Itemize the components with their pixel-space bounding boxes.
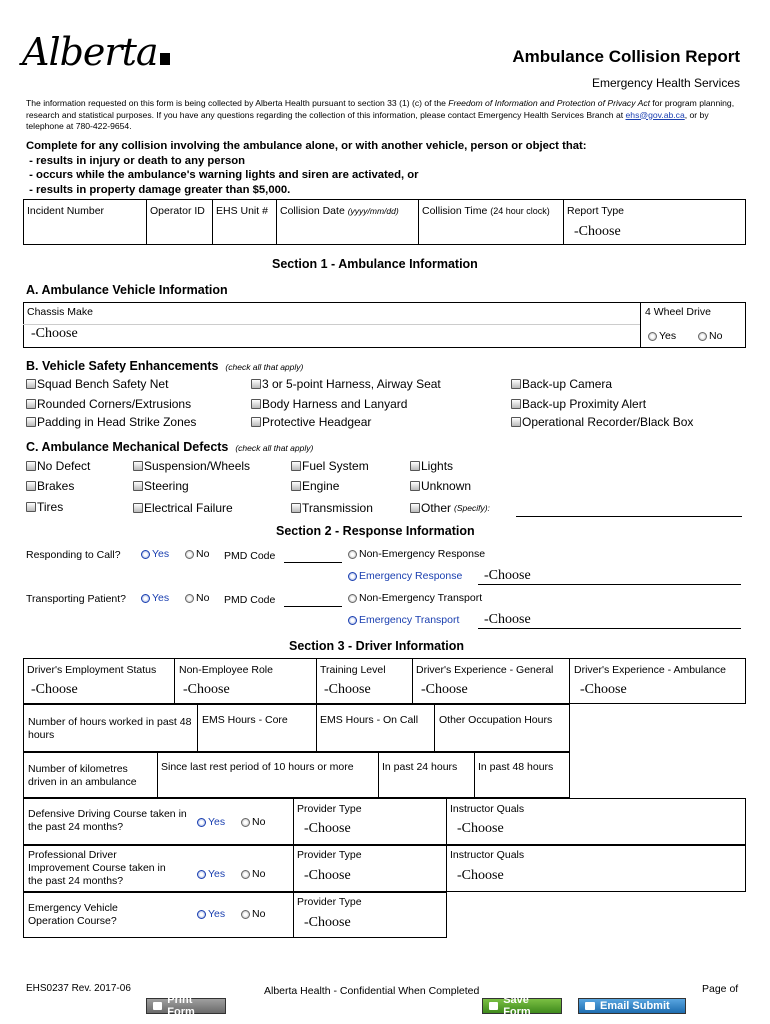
divider <box>157 752 158 798</box>
intro-part-2: for program planning, research and statistical purposes. If you have any questions regarding the collection of this information, please contact Emergency Health Services Branch at <box>26 98 735 120</box>
divider <box>640 302 641 348</box>
safety-checkbox[interactable] <box>251 415 371 429</box>
radio-icon <box>197 818 206 827</box>
radio-icon <box>648 332 657 341</box>
checkbox-label: Engine <box>302 479 340 493</box>
evoc-label: Emergency Vehicle Operation Course? <box>28 902 118 927</box>
defensive-instructor-select[interactable]: -Choose <box>457 821 504 836</box>
checkbox-label: Back-up Camera <box>522 377 613 391</box>
radio-icon <box>698 332 707 341</box>
checkbox-icon <box>26 399 36 409</box>
radio-label: Yes <box>208 868 226 880</box>
section2-title: Section 2 - Response Information <box>276 524 475 538</box>
safety-checkbox[interactable] <box>511 397 646 411</box>
radio-icon <box>241 910 250 919</box>
intro-email-link[interactable]: ehs@gov.ab.ca <box>625 109 685 120</box>
checkbox-label: Brakes <box>37 479 75 493</box>
checkbox-icon <box>291 481 301 491</box>
confidential-note: Alberta Health - Confidential When Completed <box>264 985 480 997</box>
intro-act: Freedom of Information and Protection of Privacy Act <box>448 98 651 108</box>
radio-icon <box>197 910 206 919</box>
radio-icon <box>185 550 194 559</box>
envelope-icon <box>585 1002 595 1010</box>
checkbox-label: Steering <box>144 479 189 493</box>
intro-text <box>26 98 744 133</box>
four-wd-label: 4 Wheel Drive <box>645 306 711 318</box>
checkbox-icon <box>26 417 36 427</box>
evoc-yes-radio[interactable] <box>197 908 225 920</box>
other-occupation-field[interactable]: Other Occupation Hours <box>439 714 553 726</box>
radio-icon <box>348 572 357 581</box>
provider-type-label: Provider Type <box>297 896 362 908</box>
safety-checkbox[interactable] <box>26 415 196 429</box>
other-specify-input[interactable] <box>516 505 742 517</box>
divider <box>293 892 294 938</box>
checkbox-label: Back-up Proximity Alert <box>522 397 647 411</box>
checkbox-label: Suspension/Wheels <box>144 459 251 473</box>
checkbox-label: Operational Recorder/Black Box <box>522 415 694 429</box>
defect-checkbox[interactable] <box>410 479 471 493</box>
exp-general-select[interactable]: -Choose <box>421 682 468 697</box>
checkbox-icon <box>291 503 301 513</box>
radio-label: Yes <box>208 908 226 920</box>
checkbox-icon <box>410 461 420 471</box>
radio-icon <box>141 594 150 603</box>
checkbox-label: Body Harness and Lanyard <box>262 397 408 411</box>
incident-number-field[interactable]: Incident Number <box>27 205 105 217</box>
emergency-response-radio[interactable] <box>348 570 462 582</box>
defensive-yes-radio[interactable] <box>197 816 225 828</box>
section-b-hint: (check all that apply) <box>225 362 304 372</box>
divider <box>446 798 447 845</box>
radio-icon <box>241 818 250 827</box>
chassis-make-label: Chassis Make <box>27 306 93 318</box>
professional-label: Professional Driver Improvement Course taken in the past 24 months? <box>28 849 166 887</box>
transporting-label: Transporting Patient? <box>26 593 127 605</box>
section-c-label: C. Ambulance Mechanical Defects <box>26 440 229 454</box>
radio-label: Yes <box>659 330 677 342</box>
notice-line: - occurs while the ambulance's warning lights and siren are activated, or <box>26 169 419 181</box>
checkbox-icon <box>133 481 143 491</box>
professional-no-radio[interactable] <box>241 868 265 880</box>
vehicle-info-box <box>23 302 746 348</box>
collision-time-hint: (24 hour clock) <box>490 206 550 216</box>
checkbox-label: Tires <box>37 500 64 514</box>
radio-label: No <box>196 592 210 604</box>
email-submit-button[interactable] <box>578 998 686 1014</box>
evoc-no-radio[interactable] <box>241 908 265 920</box>
safety-checkbox[interactable] <box>251 377 441 391</box>
radio-icon <box>348 594 357 603</box>
checkbox-label: Rounded Corners/Extrusions <box>37 397 192 411</box>
divider <box>412 658 413 704</box>
transporting-no-radio[interactable] <box>185 592 209 604</box>
defect-checkbox[interactable] <box>26 479 74 493</box>
checkbox-icon <box>251 417 261 427</box>
pmd-code-label: PMD Code <box>224 594 276 606</box>
section-b-title <box>26 359 303 373</box>
radio-label: Yes <box>152 592 170 604</box>
checkbox-label: Padding in Head Strike Zones <box>37 415 197 429</box>
checkbox-label: Squad Bench Safety Net <box>37 377 169 391</box>
divider <box>23 324 640 325</box>
logo-flag-icon <box>160 53 170 65</box>
exp-ambulance-select[interactable]: -Choose <box>580 682 627 697</box>
training-level-select[interactable]: -Choose <box>324 682 371 697</box>
notice-line: Complete for any collision involving the ambulance alone, or with another vehicle, person or object that: <box>26 140 587 152</box>
save-icon <box>489 1002 498 1010</box>
checkbox-icon <box>133 461 143 471</box>
notice-line: - results in property damage greater than $5,000. <box>26 183 291 196</box>
collision-date-label: Collision Date <box>280 205 345 217</box>
defensive-provider-select[interactable]: -Choose <box>304 821 351 836</box>
responding-no-radio[interactable] <box>185 548 209 560</box>
section3-title: Section 3 - Driver Information <box>289 639 465 653</box>
pmd-code-label: PMD Code <box>224 550 276 562</box>
four-wd-no-radio[interactable] <box>698 330 722 342</box>
form-subtitle: Emergency Health Services <box>591 76 740 90</box>
defensive-label: Defensive Driving Course taken in the past 24 months? <box>28 808 187 833</box>
divider <box>569 658 570 704</box>
divider <box>197 704 198 752</box>
divider <box>378 752 379 798</box>
radio-label: Yes <box>208 816 226 828</box>
collision-date-field[interactable] <box>280 205 399 217</box>
non-employee-role-select[interactable]: -Choose <box>183 682 230 697</box>
employment-status-select[interactable]: -Choose <box>31 682 78 697</box>
hours-worked-label: Number of hours worked in past 48 hours <box>28 716 192 741</box>
checkbox-label: Transmission <box>302 501 373 515</box>
defect-checkbox[interactable] <box>133 459 250 473</box>
radio-label: No <box>252 908 266 920</box>
report-type-select[interactable]: -Choose <box>574 224 621 239</box>
divider <box>446 845 447 892</box>
defect-checkbox[interactable] <box>26 500 63 514</box>
safety-checkbox[interactable] <box>26 377 168 391</box>
defensive-no-radio[interactable] <box>241 816 265 828</box>
past24-field[interactable]: In past 24 hours <box>382 761 458 773</box>
checkbox-icon <box>511 417 521 427</box>
divider <box>316 704 317 752</box>
safety-checkbox[interactable] <box>251 397 407 411</box>
instructor-quals-label: Instructor Quals <box>450 849 525 861</box>
transporting-yes-radio[interactable] <box>141 592 169 604</box>
radio-icon <box>185 594 194 603</box>
operator-id-field[interactable]: Operator ID <box>150 205 205 217</box>
checkbox-icon <box>133 503 143 513</box>
defect-other-checkbox[interactable] <box>410 501 490 515</box>
checkbox-label: Protective Headgear <box>262 415 372 429</box>
radio-label: No <box>252 868 266 880</box>
radio-label: Non-Emergency Transport <box>359 592 483 604</box>
intro-part-1: The information requested on this form is being collected by Alberta Health pursuant to section 33 (1) (c) of the <box>26 98 446 108</box>
collision-date-hint: (yyyy/mm/dd) <box>347 206 399 216</box>
checkbox-icon <box>26 502 36 512</box>
defect-checkbox[interactable] <box>410 459 453 473</box>
defect-checkbox[interactable] <box>291 501 373 515</box>
pmd-code-input[interactable] <box>284 549 342 563</box>
responding-label: Responding to Call? <box>26 549 121 561</box>
defect-checkbox[interactable] <box>291 479 339 493</box>
checkbox-icon <box>291 461 301 471</box>
defect-checkbox[interactable] <box>133 479 189 493</box>
four-wd-yes-radio[interactable] <box>648 330 676 342</box>
section-c-title <box>26 440 313 454</box>
divider <box>174 658 175 704</box>
checkbox-label: 3 or 5-point Harness, Airway Seat <box>262 377 441 391</box>
safety-checkbox[interactable] <box>511 415 693 429</box>
radio-label: Yes <box>152 548 170 560</box>
provider-type-label: Provider Type <box>297 803 362 815</box>
instructor-quals-label: Instructor Quals <box>450 803 525 815</box>
divider <box>316 658 317 704</box>
radio-label: No <box>709 330 723 342</box>
button-label: Email Submit <box>600 1000 670 1012</box>
checkbox-icon <box>511 379 521 389</box>
defect-checkbox[interactable] <box>26 459 90 473</box>
checkbox-label: Other <box>421 501 452 515</box>
defect-checkbox[interactable] <box>133 501 233 515</box>
evoc-provider-select[interactable]: -Choose <box>304 915 351 930</box>
radio-icon <box>241 870 250 879</box>
divider <box>212 199 213 245</box>
form-id: EHS0237 Rev. 2017-06 <box>26 983 131 994</box>
button-label: Print Form <box>167 994 195 1018</box>
radio-label: Emergency Response <box>359 570 463 582</box>
divider <box>434 704 435 752</box>
since-rest-field[interactable]: Since last rest period of 10 hours or more <box>161 761 354 773</box>
training-level-label: Training Level <box>320 664 386 676</box>
checkbox-icon <box>410 503 420 513</box>
radio-icon <box>348 616 357 625</box>
radio-icon <box>348 550 357 559</box>
button-label: Save Form <box>503 994 531 1018</box>
other-hint: (Specify): <box>454 503 490 513</box>
radio-label: No <box>252 816 266 828</box>
employment-status-label: Driver's Employment Status <box>27 664 157 676</box>
emergency-transport-radio[interactable] <box>348 614 459 626</box>
radio-label: Non-Emergency Response <box>359 548 486 560</box>
pmd-code-input[interactable] <box>284 593 342 607</box>
radio-icon <box>141 550 150 559</box>
checkbox-icon <box>26 379 36 389</box>
notice-line: - results in injury or death to any person <box>26 154 246 167</box>
page-of: Page of <box>702 983 739 995</box>
checkbox-label: Lights <box>421 459 454 473</box>
ems-oncall-field[interactable]: EMS Hours - On Call <box>320 714 419 726</box>
checkbox-label: Electrical Failure <box>144 501 233 515</box>
non-emergency-response-radio[interactable] <box>348 548 485 560</box>
collision-time-label: Collision Time <box>422 205 488 217</box>
divider <box>293 798 294 845</box>
chassis-make-select[interactable]: -Choose <box>31 326 78 341</box>
divider <box>418 199 419 245</box>
divider <box>276 199 277 245</box>
ems-core-field[interactable]: EMS Hours - Core <box>202 714 288 726</box>
alberta-logo: Alberta <box>22 30 170 74</box>
radio-label: No <box>196 548 210 560</box>
collision-time-field[interactable] <box>422 205 550 217</box>
professional-instructor-select[interactable]: -Choose <box>457 868 504 883</box>
divider <box>146 199 147 245</box>
radio-icon <box>197 870 206 879</box>
past48-field[interactable]: In past 48 hours <box>478 761 554 773</box>
radio-label: Emergency Transport <box>359 614 460 626</box>
divider <box>293 845 294 892</box>
section-a-title: A. Ambulance Vehicle Information <box>26 283 228 297</box>
checkbox-icon <box>251 399 261 409</box>
defect-checkbox[interactable] <box>291 459 369 473</box>
notice-block <box>26 139 587 197</box>
checkbox-label: No Defect <box>37 459 91 473</box>
checkbox-icon <box>410 481 420 491</box>
safety-checkbox[interactable] <box>26 397 191 411</box>
section1-title: Section 1 - Ambulance Information <box>272 257 478 271</box>
checkbox-icon <box>511 399 521 409</box>
ehs-unit-field[interactable]: EHS Unit # <box>216 205 268 217</box>
print-form-button[interactable] <box>146 994 226 1018</box>
safety-checkbox[interactable] <box>511 377 612 391</box>
printer-icon <box>153 1002 162 1010</box>
checkbox-label: Unknown <box>421 479 472 493</box>
checkbox-icon <box>26 481 36 491</box>
section-b-label: B. Vehicle Safety Enhancements <box>26 359 219 373</box>
professional-provider-select[interactable]: -Choose <box>304 868 351 883</box>
non-employee-role-label: Non-Employee Role <box>179 664 273 676</box>
km-driven-label: Number of kilometres driven in an ambulance <box>28 763 137 788</box>
checkbox-icon <box>251 379 261 389</box>
responding-yes-radio[interactable] <box>141 548 169 560</box>
section-c-hint: (check all that apply) <box>235 443 314 453</box>
provider-type-label: Provider Type <box>297 849 362 861</box>
checkbox-icon <box>26 461 36 471</box>
checkbox-label: Fuel System <box>302 459 369 473</box>
emergency-response-select[interactable]: -Choose <box>484 568 531 583</box>
emergency-transport-select[interactable]: -Choose <box>484 612 531 627</box>
save-form-button[interactable] <box>482 994 562 1018</box>
professional-yes-radio[interactable] <box>197 868 225 880</box>
report-type-label: Report Type <box>567 205 625 217</box>
exp-ambulance-label: Driver's Experience - Ambulance <box>574 664 726 676</box>
exp-general-label: Driver's Experience - General <box>416 664 554 676</box>
non-emergency-transport-radio[interactable] <box>348 592 482 604</box>
intro-part-3: , or by telephone at 780-422-9654. <box>26 109 709 131</box>
form-title: Ambulance Collision Report <box>512 47 740 66</box>
divider <box>563 199 564 245</box>
divider <box>474 752 475 798</box>
